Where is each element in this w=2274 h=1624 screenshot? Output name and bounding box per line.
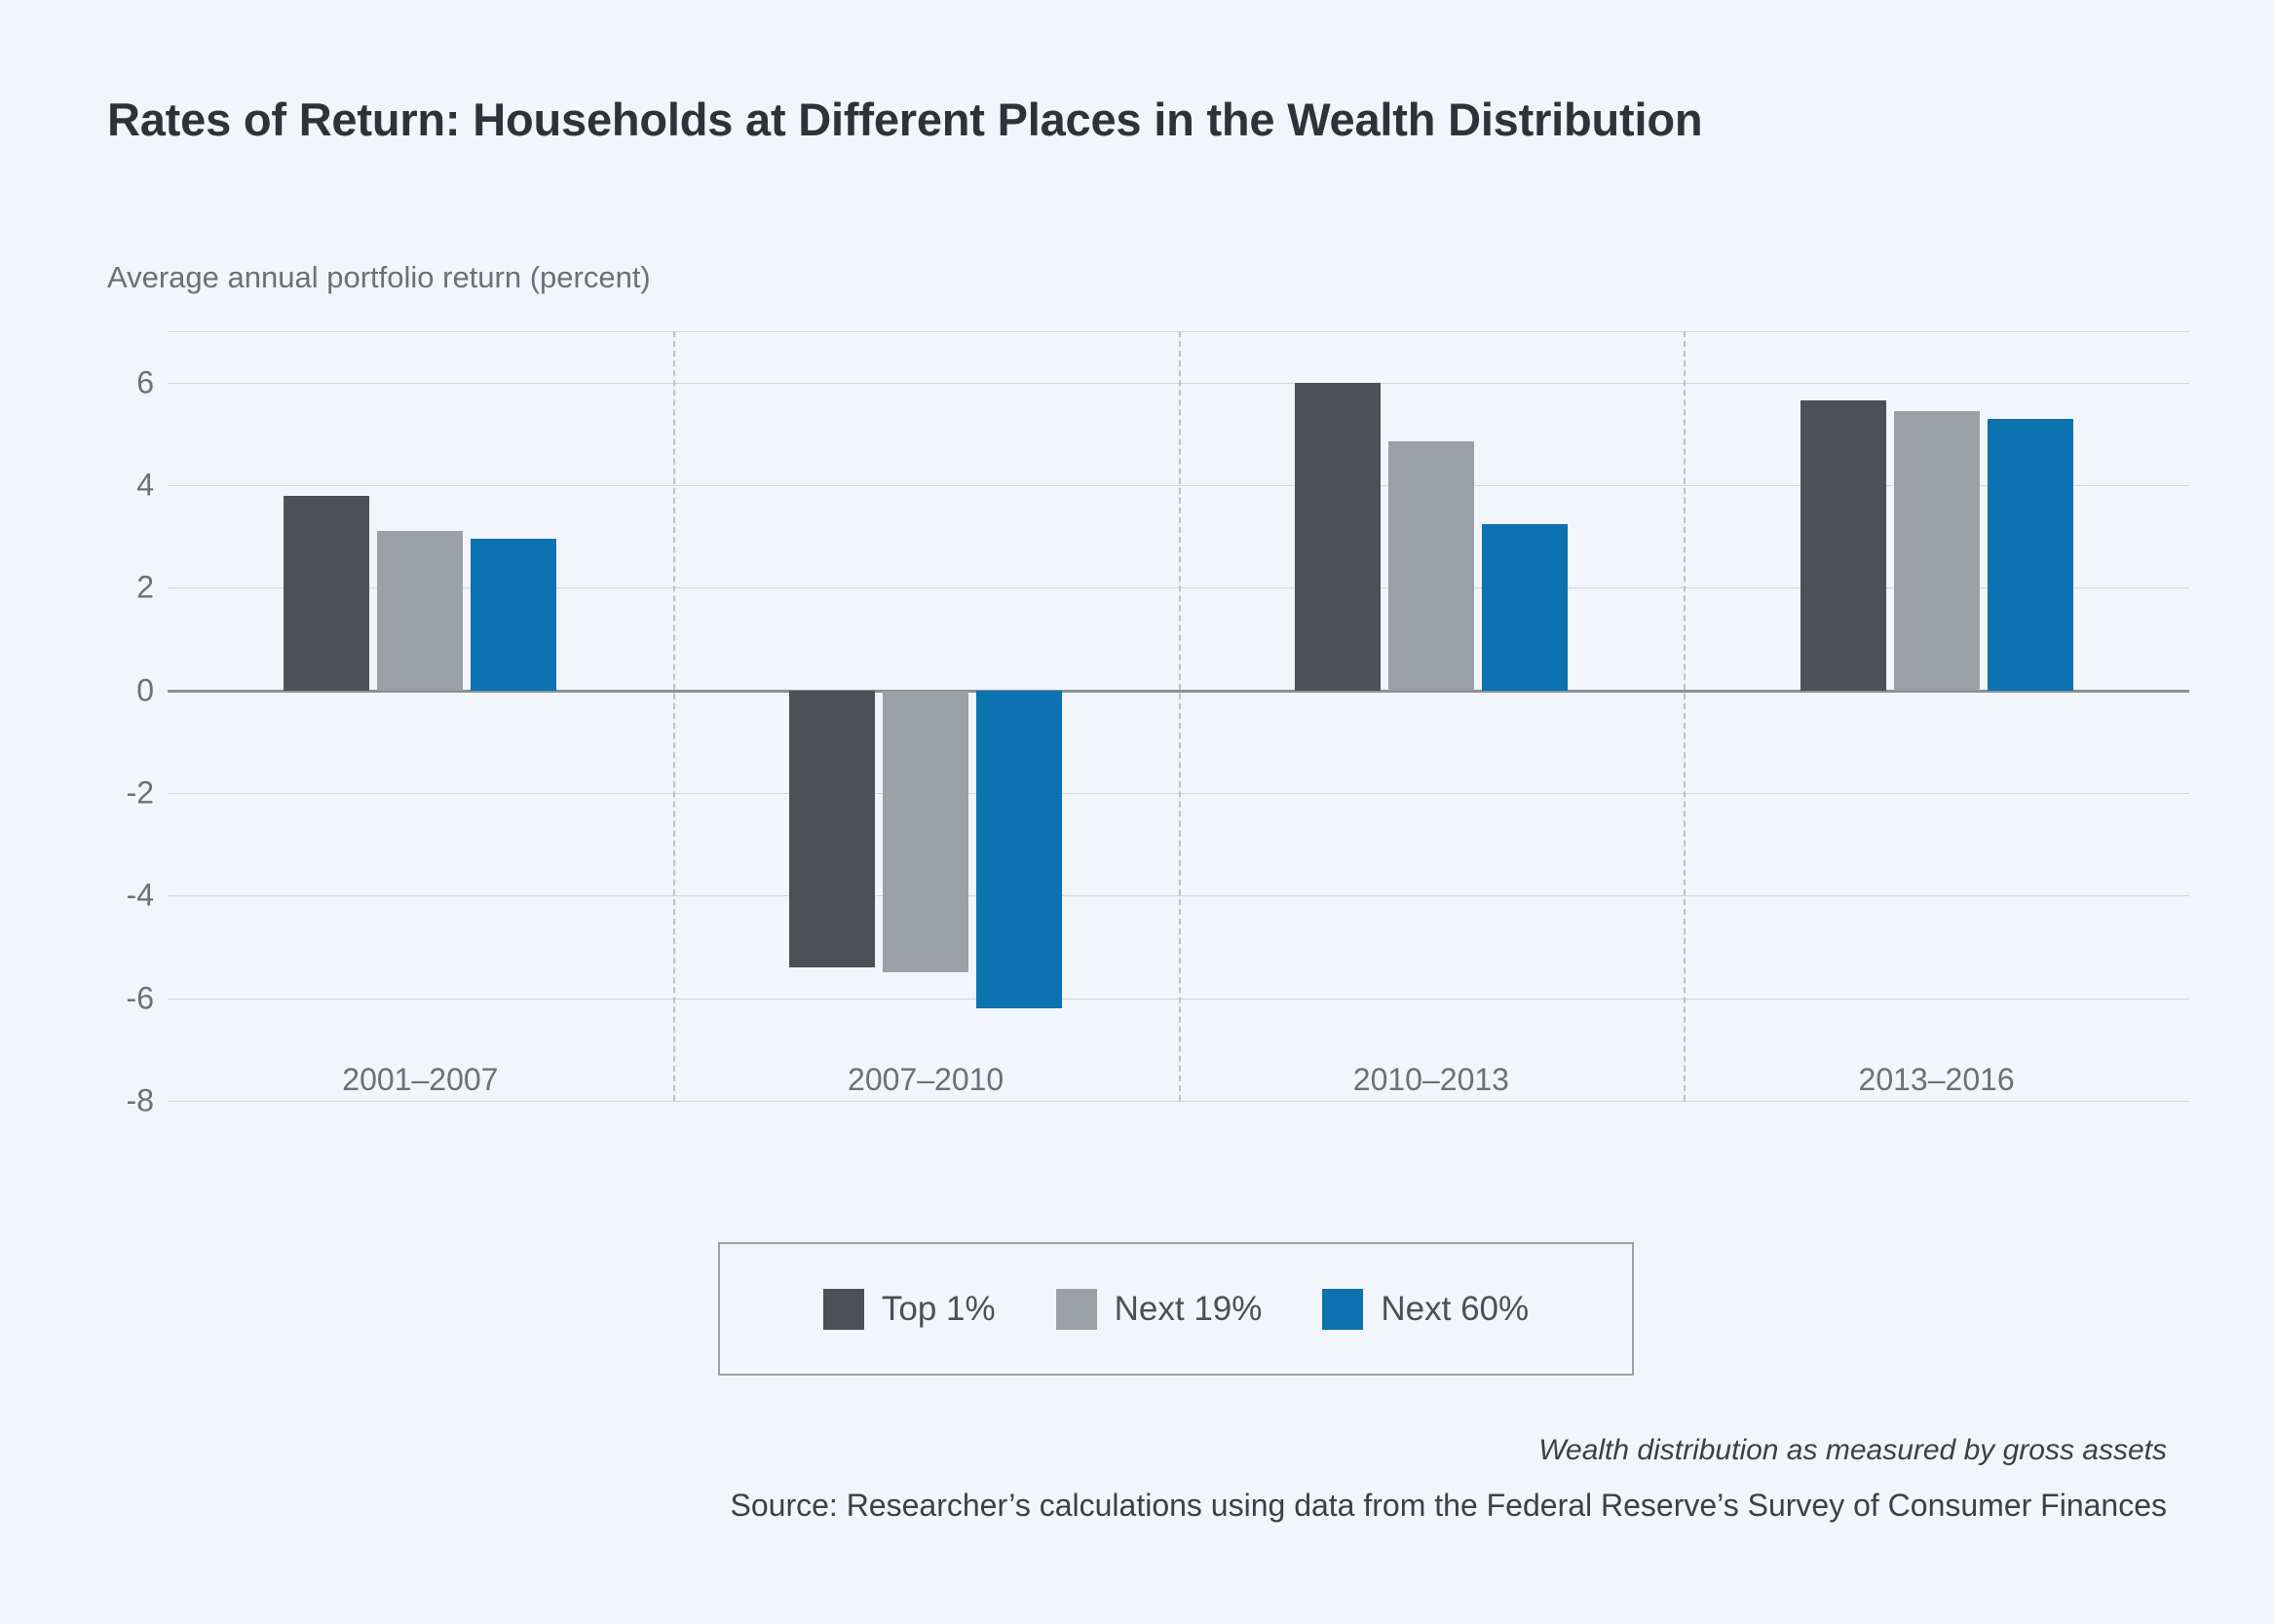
x-axis-tick-label: 2007–2010 (848, 1062, 1004, 1097)
legend-swatch-top-1 (823, 1289, 864, 1330)
y-axis-tick-label: 4 (136, 467, 154, 503)
legend-label-next-19: Next 19% (1114, 1289, 1263, 1328)
legend-item (823, 1289, 996, 1330)
bar (1988, 419, 2073, 691)
y-axis-tick-label: 0 (136, 672, 154, 708)
y-axis-tick-label: 6 (136, 364, 154, 400)
bar (1295, 383, 1381, 691)
chart-note: Wealth distribution as measured by gross assets (1538, 1434, 2167, 1466)
chart-source: Source: Researcher’s calculations using data from the Federal Reserve’s Survey of Consumer Finances (730, 1488, 2167, 1523)
y-axis-tick-label: 2 (136, 569, 154, 605)
bar (1894, 411, 1980, 691)
y-axis-tick-label: -6 (126, 980, 154, 1016)
bar (883, 691, 968, 973)
group-separator (673, 331, 676, 1101)
bar (1800, 400, 1886, 691)
legend-swatch-next-60 (1322, 1289, 1363, 1330)
legend-item (1322, 1289, 1529, 1330)
x-axis-tick-label: 2010–2013 (1352, 1062, 1509, 1097)
bar (1482, 524, 1568, 691)
bar (1388, 441, 1474, 690)
y-axis-tick-label: -8 (126, 1082, 154, 1118)
legend-label-next-60: Next 60% (1381, 1289, 1530, 1328)
x-axis-tick-label: 2013–2016 (1858, 1062, 2015, 1097)
bar (976, 691, 1062, 1009)
gridline (168, 1101, 2189, 1102)
bar (471, 539, 556, 690)
legend-swatch-next-19 (1056, 1289, 1097, 1330)
bar (284, 496, 369, 691)
x-axis-tick-label: 2001–2007 (342, 1062, 499, 1097)
legend-item (1056, 1289, 1263, 1330)
group-separator (1179, 331, 1182, 1101)
axis-subtitle: Average annual portfolio return (percent) (107, 260, 651, 294)
group-separator (1684, 331, 1687, 1101)
y-axis-tick-label: -2 (126, 774, 154, 811)
legend (718, 1242, 1634, 1376)
bar (789, 691, 875, 967)
plot-area (126, 331, 2189, 1118)
page-title: Rates of Return: Households at Different Places in the Wealth Distribution (107, 94, 1703, 145)
y-axis-tick-label: -4 (126, 877, 154, 913)
bar (377, 531, 463, 690)
legend-label-top-1: Top 1% (881, 1289, 996, 1328)
